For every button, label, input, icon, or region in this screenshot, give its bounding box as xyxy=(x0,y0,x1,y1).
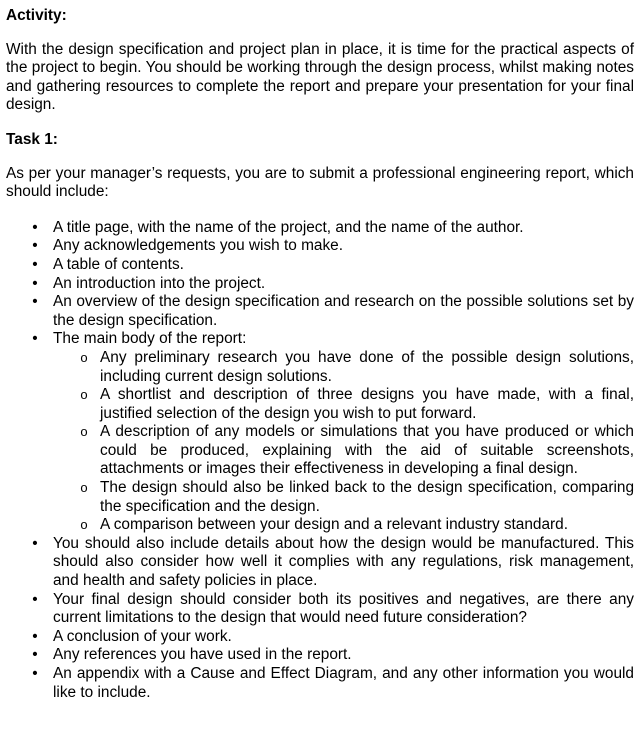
circle-bullet-icon: o xyxy=(80,517,88,533)
list-item xyxy=(6,219,634,238)
list-item-text: A title page, with the name of the project, and the name of the author. xyxy=(53,218,524,236)
list-item-text: The main body of the report: xyxy=(53,330,247,348)
bullet-icon: • xyxy=(32,665,38,682)
sub-list-item xyxy=(6,423,634,479)
list-item-main-body xyxy=(6,330,634,535)
sub-list-item xyxy=(6,479,634,516)
list-item xyxy=(6,256,634,275)
list-item-text: A conclusion of your work. xyxy=(53,627,232,645)
sub-list-item-text: A description of any models or simulations that you have produced or which could be produced, explaining with the aid of suitable screenshots, attachments or images their effectiveness in developing a final design. xyxy=(100,423,634,478)
bullet-icon: • xyxy=(32,627,38,645)
list-item-text: An overview of the design specification and research on the possible solutions set by the design specification. xyxy=(53,293,634,329)
bullet-icon: • xyxy=(32,590,38,608)
sub-list-item xyxy=(6,349,634,386)
list-item xyxy=(6,646,634,665)
sub-list-item-text: A shortlist and description of three designs you have made, with a final, justified selection of the design you wish to put forward. xyxy=(100,386,634,422)
list-item xyxy=(6,591,634,628)
bullet-icon: • xyxy=(32,218,38,236)
bullet-icon: • xyxy=(32,274,38,292)
list-item xyxy=(6,275,634,294)
activity-heading: Activity: xyxy=(6,7,67,24)
bullet-icon: • xyxy=(32,330,38,348)
list-item-text: An introduction into the project. xyxy=(53,274,266,292)
list-item-text: An appendix with a Cause and Effect Diagram, and any other information you would like to include. xyxy=(53,665,634,701)
main-body-sublist xyxy=(53,349,634,535)
bullet-icon: • xyxy=(32,646,38,664)
list-item xyxy=(6,293,634,330)
bullet-icon: • xyxy=(32,293,38,311)
task-heading: Task 1: xyxy=(6,130,58,148)
circle-bullet-icon: o xyxy=(80,349,88,365)
list-item-text: You should also include details about how the design would be manufactured. This should also consider how well it complies with any regulations, risk management, and health and safety policies in place. xyxy=(53,534,634,590)
bullet-icon: • xyxy=(32,534,38,552)
report-requirements-list xyxy=(6,219,634,702)
circle-bullet-icon: o xyxy=(80,480,88,496)
list-item-text: Your final design should consider both its positives and negatives, are there any current limitations to the design that would need future consideration? xyxy=(53,590,634,627)
list-item-text: A table of contents. xyxy=(53,255,184,273)
bullet-icon: • xyxy=(32,237,38,255)
sub-list-item-text: A comparison between your design and a relevant industry standard. xyxy=(100,516,568,534)
list-item-text: Any references you have used in the report. xyxy=(53,646,352,664)
activity-paragraph: With the design specification and project plan in place, it is time for the practical aspects of the project to begin. You should be working through the design process, whilst making notes and gathering resources to complete the report and prepare your presentation for your final design. xyxy=(6,40,634,114)
circle-bullet-icon: o xyxy=(80,387,88,403)
bullet-icon: • xyxy=(32,255,38,273)
list-item xyxy=(6,628,634,647)
sub-list-item xyxy=(6,386,634,423)
list-item xyxy=(6,535,634,591)
circle-bullet-icon: o xyxy=(80,424,88,440)
list-item xyxy=(6,665,634,702)
sub-list-item-text: The design should also be linked back to the design specification, comparing the specification and the design. xyxy=(100,479,634,515)
list-item-text: Any acknowledgements you wish to make. xyxy=(53,237,344,255)
sub-list-item xyxy=(6,516,634,535)
task-paragraph: As per your manager’s requests, you are to submit a professional engineering report, which should include: xyxy=(6,164,634,201)
sub-list-item-text: Any preliminary research you have done of the possible design solutions, including current design solutions. xyxy=(100,348,634,385)
list-item xyxy=(6,237,634,256)
